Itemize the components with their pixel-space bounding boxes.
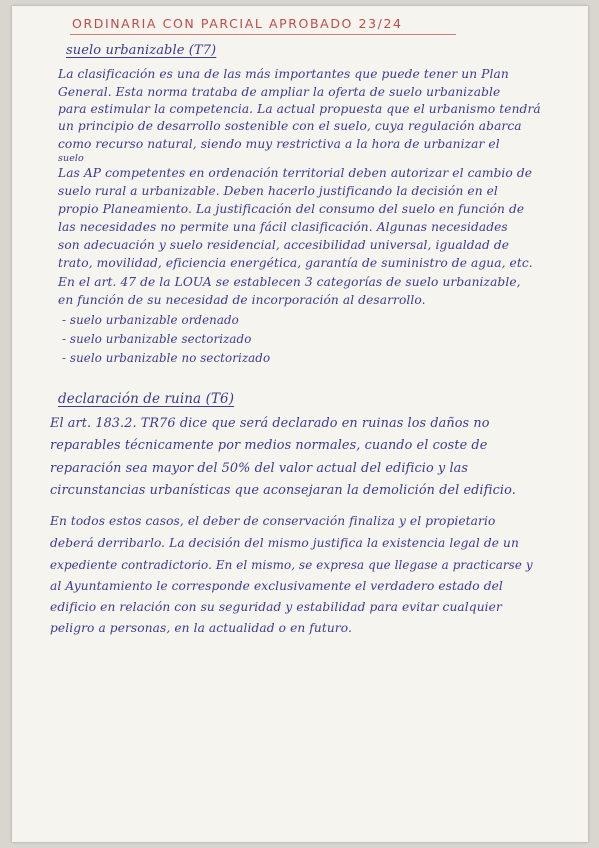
page-title: ORDINARIA CON PARCIAL APROBADO 23/24	[72, 16, 403, 31]
text-line: propio Planeamiento. La justificación del consumo del suelo en función de	[58, 202, 525, 216]
text-line: suelo	[58, 153, 84, 164]
list-item: - suelo urbanizable sectorizado	[62, 332, 252, 346]
text-line: Las AP competentes en ordenación territorial deben autorizar el cambio de	[58, 166, 533, 180]
text-line: reparables técnicamente por medios normales, cuando el coste de	[50, 438, 488, 453]
text-line: al Ayuntamiento le corresponde exclusivamente el verdadero estado del	[50, 579, 503, 593]
list-item: - suelo urbanizable no sectorizado	[62, 351, 271, 365]
text-line: para estimular la competencia. La actual propuesta que el urbanismo tendrá	[58, 102, 541, 116]
title-underline	[70, 34, 456, 35]
text-line: trato, movilidad, eficiencia energética, garantía de suministro de agua, etc.	[58, 256, 533, 270]
list-item: - suelo urbanizable ordenado	[62, 313, 239, 327]
text-line: un principio de desarrollo sostenible con el suelo, cuya regulación abarca	[58, 119, 522, 133]
text-line: En el art. 47 de la LOUA se establecen 3 categorías de suelo urbanizable,	[58, 275, 521, 289]
text-line: En todos estos casos, el deber de conservación finaliza y el propietario	[50, 514, 496, 528]
text-line: circunstancias urbanísticas que aconsejaran la demolición del edificio.	[50, 483, 516, 498]
section-heading-declaracion-ruina: declaración de ruina (T6)	[58, 391, 235, 407]
handwritten-page	[12, 6, 588, 842]
text-line: El art. 183.2. TR76 dice que será declarado en ruinas los daños no	[50, 416, 490, 431]
text-line: edificio en relación con su seguridad y estabilidad para evitar cualquier	[50, 600, 502, 614]
text-line: expediente contradictorio. En el mismo, se expresa que llegase a practicarse y	[50, 558, 533, 572]
text-line: en función de su necesidad de incorporación al desarrollo.	[58, 293, 426, 307]
text-line: peligro a personas, en la actualidad o en futuro.	[50, 621, 352, 635]
section-heading-suelo-urbanizable: suelo urbanizable (T7)	[66, 43, 217, 58]
text-line: suelo rural a urbanizable. Deben hacerlo justificando la decisión en el	[58, 184, 498, 198]
text-line: reparación sea mayor del 50% del valor actual del edificio y las	[50, 461, 469, 476]
text-line: las necesidades no permite una fácil clasificación. Algunas necesidades	[58, 220, 508, 234]
text-line: como recurso natural, siendo muy restrictiva a la hora de urbanizar el	[58, 137, 500, 151]
text-line: General. Esta norma trataba de ampliar la oferta de suelo urbanizable	[58, 85, 501, 99]
text-line: deberá derribarlo. La decisión del mismo justifica la existencia legal de un	[50, 536, 519, 550]
text-line: La clasificación es una de las más importantes que puede tener un Plan	[58, 67, 509, 81]
text-line: son adecuación y suelo residencial, accesibilidad universal, igualdad de	[58, 238, 510, 252]
